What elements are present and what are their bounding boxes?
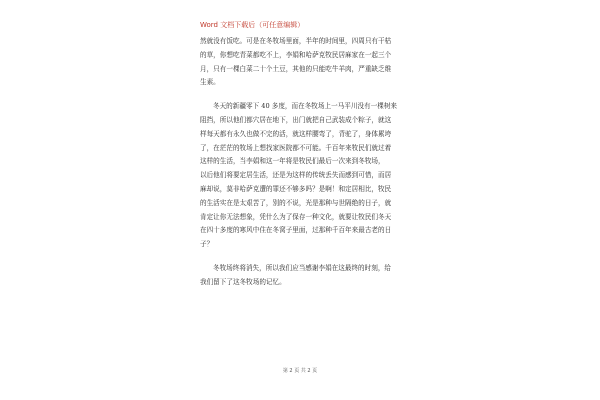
paragraph-line: 了，在茫茫的牧场上想找家医院都不可能。千百年来牧民们就过着	[200, 143, 392, 152]
paragraph-line: 样每天都有永久也做不完的活，就这样腰弯了，背驼了，身体累垮	[200, 129, 392, 138]
paragraph-line: 的生活实在是太艰苦了，别的不说，光是那种与世隔绝的日子，就	[200, 198, 392, 207]
paragraph-line: 生素。	[200, 78, 220, 87]
paragraph-line: 麻却说，莫非哈萨克遭的罪还不够多吗？是啊！和定居相比，牧民	[200, 184, 392, 193]
paragraph-line: 的草，你想吃青菜都吃不上，李娟和哈萨克牧民居麻家在一起三个	[200, 50, 392, 59]
paragraph-line: 以后他们将要定居生活，还是为这样的传统丢失而感到可惜，而居	[200, 171, 392, 180]
paragraph-line: 这样的生活，当李娟和这一年将是牧民们最后一次来到冬牧场，	[200, 157, 385, 166]
paragraph-line: 冬天的新疆零下 40 多度，而在冬牧场上一马平川没有一棵树来	[213, 102, 398, 111]
paragraph-line: 在四十多度的寒风中住在冬窝子里面，过那种千百年来最古老的日	[200, 226, 392, 235]
paragraph-1	[200, 35, 400, 90]
document-body	[200, 35, 400, 300]
paragraph-2	[200, 100, 400, 252]
paragraph-line: 冬牧场终将消失，所以我们应当感谢李娟在这最终的时刻，给	[213, 263, 392, 272]
paragraph-line: 子？	[200, 240, 214, 249]
paragraph-line: 阻挡，所以他们都穴居在地下，出门就把自己武装成个粽子，就这	[200, 115, 392, 124]
paragraph-line: 肯定让你无法想象，凭什么为了保存一种文化，就要让牧民们冬天	[200, 212, 392, 221]
paragraph-line: 月，只有一棵白菜二十个土豆，其他的只能吃牛羊肉，严重缺乏维	[200, 64, 392, 73]
paragraph-line: 我们留下了这冬牧场的记忆。	[200, 277, 286, 286]
paragraph-line: 然就没有饭吃。可是在冬牧场里面，半年的时间里，四周只有干枯	[200, 37, 392, 45]
page-number: 第 2 页 共 2 页	[282, 368, 318, 374]
paragraph-3	[200, 262, 400, 290]
page-header: Word 文档下载后（可任意编辑）	[200, 21, 305, 29]
